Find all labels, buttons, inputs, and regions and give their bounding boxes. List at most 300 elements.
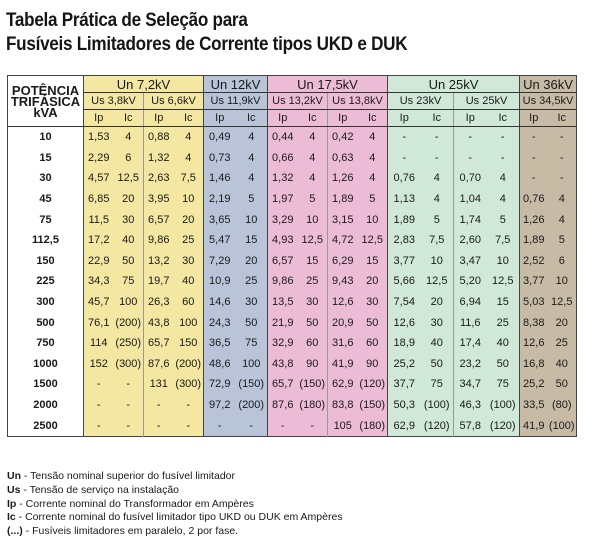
ic-cell: 4 [487,189,520,210]
ip-cell: 48,6 [204,354,236,375]
legend [7,470,343,539]
ic-cell: 12,5 [548,292,577,313]
ip-cell: 4,93 [268,230,298,251]
ic-cell: 7,5 [421,230,454,251]
ip-cell: 6,57 [268,251,298,272]
ip-cell: 24,3 [204,312,236,333]
ic-cell: 7,5 [487,230,520,251]
ip-cell: - [144,415,174,436]
ic-cell: 50 [236,312,268,333]
ip-cell: 13,2 [144,251,174,272]
legend-key: Ic [7,511,16,524]
ic-cell: 15 [358,251,388,272]
legend-key: Ip [7,497,17,510]
ic-cell: 25 [298,271,328,292]
kva-cell: 45 [39,193,52,206]
ic-cell: 4 [358,148,388,169]
kva-cell: 2000 [33,399,58,412]
table-row [8,127,577,148]
ic-cell: 5 [236,189,268,210]
kva-cell: 225 [36,275,55,288]
ip-cell: 50,3 [388,395,421,416]
legend-key: (...) [7,525,23,538]
ip-column-header: Ip [328,110,358,127]
ic-cell: 4 [421,189,454,210]
ic-cell: 4 [358,127,388,148]
us-header: Us 13,8kV [328,93,388,110]
ip-cell: 46,3 [454,395,487,416]
ip-column-header: Ip [388,110,421,127]
ic-cell: 20 [421,292,454,313]
ip-cell: - [388,148,421,169]
ip-cell: 62,9 [388,415,421,436]
table-row [8,415,577,436]
ic-cell: - [174,395,204,416]
table-row [8,354,577,375]
ip-cell: 5,20 [454,271,487,292]
ip-cell: 65,7 [268,374,298,395]
ic-cell: 4 [298,127,328,148]
ip-column-header: Ip [84,110,114,127]
ic-cell: 10 [487,251,520,272]
ic-column-header: Ic [548,110,577,127]
ip-cell: 1,13 [388,189,421,210]
ic-cell: 15 [487,292,520,313]
ic-cell: 4 [236,127,268,148]
ip-cell: 1,46 [204,168,236,189]
ic-cell: 30 [236,292,268,313]
ic-cell: - [487,127,520,148]
ip-cell: 10,9 [204,271,236,292]
ic-column-header: Ic [236,110,268,127]
ip-column-header: Ip [520,110,548,127]
ip-cell: 23,2 [454,354,487,375]
legend-text: - Fusíveis limitadores em paralelo, 2 por fase. [22,525,239,538]
ic-cell: 30 [421,312,454,333]
ip-cell: 34,3 [84,271,114,292]
kva-cell: 15 [39,151,52,164]
ip-cell: 7,54 [388,292,421,313]
ip-cell: 12,6 [328,292,358,313]
ip-cell: 6,29 [328,251,358,272]
ip-cell: - [268,415,298,436]
ic-cell: 10 [421,251,454,272]
ic-cell: 75 [236,333,268,354]
ic-cell: 4 [298,168,328,189]
ic-cell: 4 [548,189,577,210]
ic-cell: 10 [298,209,328,230]
ic-column-header: Ic [487,110,520,127]
ip-cell: 3,95 [144,189,174,210]
ip-cell: 32,9 [268,333,298,354]
ic-cell: 40 [421,333,454,354]
kva-cell: 1000 [33,357,58,370]
ip-cell: 19,7 [144,271,174,292]
table-row [8,209,577,230]
ip-cell: 72,9 [204,374,236,395]
ip-cell: 20,9 [328,312,358,333]
ic-cell: 10 [548,271,577,292]
ip-cell: 0,42 [328,127,358,148]
legend-item [7,470,343,484]
ic-cell: - [114,395,144,416]
ip-cell: 3,77 [520,271,548,292]
ic-cell: (150) [298,374,328,395]
ip-cell: 16,8 [520,354,548,375]
legend-key: Un [7,470,21,482]
ic-cell: 7,5 [174,168,204,189]
ip-cell: 4,57 [84,168,114,189]
ip-cell: 17,4 [454,333,487,354]
ip-column-header: Ip [204,110,236,127]
ip-cell: 6,94 [454,292,487,313]
ip-cell: 25,2 [520,374,548,395]
ic-cell: 10 [236,209,268,230]
ic-cell: - [114,415,144,436]
ic-cell: - [298,415,328,436]
ip-cell: 1,89 [388,209,421,230]
ip-cell: 11,5 [84,209,114,230]
ip-cell: 41,9 [520,415,548,436]
ic-cell: 100 [174,312,204,333]
ip-cell: 13,5 [268,292,298,313]
ip-cell: 11,6 [454,312,487,333]
ip-cell: 114 [84,333,114,354]
un-36-header: Un 36kV [520,76,577,93]
us-header: Us 6,6kV [144,93,204,110]
ic-cell: - [548,127,577,148]
ic-cell: 50 [487,354,520,375]
ip-cell: - [204,415,236,436]
ip-cell: 22,9 [84,251,114,272]
ic-cell: 60 [174,292,204,313]
ip-cell: 2,60 [454,230,487,251]
ic-cell: 12,5 [358,230,388,251]
ip-cell: - [84,395,114,416]
ic-cell: 150 [174,333,204,354]
ip-cell: - [454,148,487,169]
table-row [8,251,577,272]
ip-cell: 2,83 [388,230,421,251]
ip-cell: 45,7 [84,292,114,313]
ip-cell: 1,89 [520,230,548,251]
ic-cell: 12,5 [298,230,328,251]
ip-cell: 7,29 [204,251,236,272]
ic-cell: 50 [298,312,328,333]
ip-cell: 3,15 [328,209,358,230]
ic-cell: (200) [114,312,144,333]
ip-cell: 33,5 [520,395,548,416]
ic-cell: (200) [174,354,204,375]
ip-cell: 14,6 [204,292,236,313]
kva-cell: 500 [36,316,55,329]
ic-cell: 4 [174,148,204,169]
ic-cell: 20 [114,189,144,210]
ic-cell: - [114,374,144,395]
ic-cell: 20 [174,209,204,230]
kva-cell: 112,5 [32,234,59,247]
us-header: Us 3,8kV [84,93,144,110]
ic-cell: 20 [548,312,577,333]
ip-cell: 41,9 [328,354,358,375]
ic-cell: (200) [236,395,268,416]
ip-cell: 37,7 [388,374,421,395]
table-row [8,312,577,333]
ip-column-header: Ip [144,110,174,127]
ip-cell: 5,47 [204,230,236,251]
ip-cell: - [388,127,421,148]
ip-cell: 105 [328,415,358,436]
ic-cell: 40 [487,333,520,354]
ic-cell: 4 [236,168,268,189]
table-row [8,333,577,354]
ic-cell: 15 [298,251,328,272]
kva-cell: 150 [36,254,55,267]
ip-cell: 3,47 [454,251,487,272]
legend-item [7,525,343,539]
ip-cell: 57,8 [454,415,487,436]
ip-cell: 2,29 [84,148,114,169]
legend-item [7,498,343,512]
ip-cell: 6,57 [144,209,174,230]
ip-cell: 97,2 [204,395,236,416]
ic-cell: - [421,148,454,169]
ip-cell: 34,7 [454,374,487,395]
ip-cell: 62,9 [328,374,358,395]
ip-cell: 2,63 [144,168,174,189]
ip-cell: 8,38 [520,312,548,333]
table-row [8,292,577,313]
ic-cell: 30 [298,292,328,313]
ic-cell: 75 [114,271,144,292]
ic-cell: 50 [358,312,388,333]
ip-cell: 0,63 [328,148,358,169]
ic-cell: (180) [358,415,388,436]
ic-cell: - [487,148,520,169]
legend-text: - Tensão nominal superior do fusível limitador [21,470,235,482]
ip-cell: 76,1 [84,312,114,333]
ip-column-header: Ip [268,110,298,127]
ic-cell: 75 [487,374,520,395]
ic-cell: 100 [114,292,144,313]
ic-cell: 90 [298,354,328,375]
ic-cell: 20 [236,251,268,272]
us-header: Us 13,2kV [268,93,328,110]
ip-cell: 9,86 [268,271,298,292]
ic-cell: 50 [114,251,144,272]
ip-cell: - [84,374,114,395]
ip-cell: 12,6 [520,333,548,354]
ip-cell: 0,44 [268,127,298,148]
ic-cell: 40 [548,354,577,375]
ic-cell: 12,5 [114,168,144,189]
ic-cell: 5 [548,230,577,251]
kva-cell: 750 [36,337,55,350]
ic-cell: 25 [487,312,520,333]
ic-cell: (100) [487,395,520,416]
ic-column-header: Ic [174,110,204,127]
ip-cell: 6,85 [84,189,114,210]
ic-cell: 12,5 [487,271,520,292]
ic-cell: 4 [174,127,204,148]
ip-cell: 25,2 [388,354,421,375]
us-header: Us 23kV [388,93,454,110]
ic-cell: 10 [174,189,204,210]
title-line-2: Fusíveis Limitadores de Corrente tipos UKD e DUK [6,34,408,55]
ip-cell: 18,9 [388,333,421,354]
kva-cell: 2500 [33,419,58,432]
legend-key: Us [7,483,21,496]
ic-cell: (120) [421,415,454,436]
ic-cell: 5 [358,189,388,210]
ip-cell: 0,70 [454,168,487,189]
ip-cell: 21,9 [268,312,298,333]
ip-cell: 87,6 [268,395,298,416]
ic-cell: - [548,148,577,169]
ic-cell: 75 [421,374,454,395]
legend-text: - Corrente nominal do fusível limitador tipo UKD ou DUK em Ampères [15,511,343,524]
ip-cell: 9,86 [144,230,174,251]
ic-cell: 30 [174,251,204,272]
ip-cell: 1,26 [520,209,548,230]
ic-cell: 50 [548,374,577,395]
fuse-selection-table [7,75,577,437]
ic-cell: 6 [548,251,577,272]
ip-cell: 43,8 [144,312,174,333]
ip-cell: 0,76 [388,168,421,189]
ip-cell: 4,72 [328,230,358,251]
ip-cell: 2,52 [520,251,548,272]
table-row [8,374,577,395]
ic-cell: (120) [487,415,520,436]
ic-cell: (100) [548,415,577,436]
ic-column-header: Ic [358,110,388,127]
table-row [8,271,577,292]
ip-cell: - [84,415,114,436]
ic-cell: 30 [358,292,388,313]
ic-cell: - [236,415,268,436]
ic-cell: 60 [358,333,388,354]
ic-cell: - [421,127,454,148]
ic-cell: - [174,415,204,436]
ip-cell: 2,19 [204,189,236,210]
kva-cell: 30 [39,172,52,185]
title-line-1: Tabela Prática de Seleção para [6,10,248,31]
ip-cell: 3,77 [388,251,421,272]
ic-column-header: Ic [421,110,454,127]
un-7-2-header: Un 7,2kV [84,76,204,93]
ic-cell: 30 [114,209,144,230]
ip-cell: 17,2 [84,230,114,251]
ip-cell: 31,6 [328,333,358,354]
ip-cell: 152 [84,354,114,375]
kva-cell: 10 [39,131,52,144]
ip-cell: 87,6 [144,354,174,375]
ip-cell: 1,74 [454,209,487,230]
un-17-5-header: Un 17,5kV [268,76,388,93]
ic-cell: (180) [298,395,328,416]
ip-cell: 131 [144,374,174,395]
ic-cell: 90 [358,354,388,375]
ip-cell: 9,43 [328,271,358,292]
ip-cell: 43,8 [268,354,298,375]
ic-cell: 25 [236,271,268,292]
ip-cell: 83,8 [328,395,358,416]
ic-column-header: Ic [298,110,328,127]
ic-cell: 20 [358,271,388,292]
ip-cell: 1,32 [268,168,298,189]
ip-cell: 5,03 [520,292,548,313]
us-header: Us 25kV [454,93,520,110]
ip-cell: 12,6 [388,312,421,333]
table-row [8,395,577,416]
ic-column-header: Ic [114,110,144,127]
ip-cell: 0,88 [144,127,174,148]
ip-cell: 26,3 [144,292,174,313]
table-row [8,168,577,189]
ic-cell: (100) [421,395,454,416]
ic-cell: 4 [298,148,328,169]
ic-cell: 4 [548,209,577,230]
ic-cell: 40 [174,271,204,292]
ic-cell: 4 [487,168,520,189]
table-row [8,230,577,251]
ic-cell: 15 [236,230,268,251]
ip-cell: 0,76 [520,189,548,210]
ip-column-header: Ip [454,110,487,127]
table-row [8,148,577,169]
ic-cell: 12,5 [421,271,454,292]
ic-cell: 4 [421,168,454,189]
ip-cell: - [520,148,548,169]
ic-cell: 10 [358,209,388,230]
ip-cell: 65,7 [144,333,174,354]
ip-cell: 5,66 [388,271,421,292]
ip-cell: - [520,127,548,148]
ic-cell: (300) [114,354,144,375]
ip-cell: 1,32 [144,148,174,169]
potencia-header: POTÊNCIA TRIFÁSICA kVA [8,76,84,127]
legend-text: - Corrente nominal do Transformador em Ampères [16,497,254,510]
ic-cell: 4 [114,127,144,148]
ic-cell: (120) [358,374,388,395]
ic-cell: 25 [174,230,204,251]
kva-cell: 1500 [33,378,58,391]
ip-cell: - [520,168,548,189]
un-12-header: Un 12kV [204,76,268,93]
ip-cell: 1,97 [268,189,298,210]
ic-cell: 60 [298,333,328,354]
legend-item [7,484,343,498]
ip-cell: 36,5 [204,333,236,354]
ip-cell: 1,26 [328,168,358,189]
ip-cell: - [454,127,487,148]
ic-cell: (300) [174,374,204,395]
legend-item [7,511,343,525]
ip-cell: 3,65 [204,209,236,230]
us-header: Us 11,9kV [204,93,268,110]
ic-cell: 5 [298,189,328,210]
ic-cell: (150) [358,395,388,416]
ip-cell: 1,04 [454,189,487,210]
ip-cell: - [144,395,174,416]
ic-cell: 100 [236,354,268,375]
un-25-header: Un 25kV [388,76,520,93]
kva-cell: 75 [39,213,52,226]
ip-cell: 0,66 [268,148,298,169]
ic-cell: (150) [236,374,268,395]
us-header: Us 34,5kV [520,93,577,110]
